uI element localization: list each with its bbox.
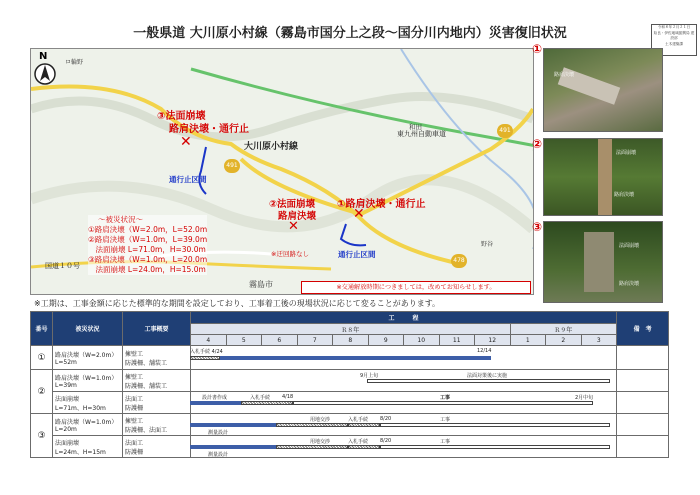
row-status [53, 436, 123, 458]
month-header: 5 [226, 335, 262, 346]
month-header: 2 [546, 335, 582, 346]
summary-line: 擁壁工 [125, 373, 144, 381]
summary-line: 防護柵、舗装工 [125, 382, 168, 390]
header-number: 番号 [31, 312, 53, 346]
bar-annotation: 2月中旬 [575, 395, 594, 401]
status-line: L=20m [55, 425, 77, 433]
status-line: 路肩決壊（W=1.0m） [55, 418, 118, 426]
route-shield: 491 [497, 124, 513, 138]
remarks-cell [617, 392, 669, 414]
damage-header: ～被災状況～ [98, 215, 143, 224]
bar-annotation: 入札手続 [348, 417, 369, 423]
photo-number: ② [532, 137, 543, 151]
bar-annotation: 4/18 [282, 394, 294, 400]
table-row [31, 346, 669, 370]
bar-annotation: 工事 [440, 417, 451, 423]
site2-subtitle: 路肩決壊 [278, 211, 317, 222]
date-line: 令和８年２月２１日 [657, 25, 691, 29]
month-header: 9 [368, 335, 404, 346]
damage-line: ③路肩決壊（W=1.0m，L=20.0m [88, 255, 208, 264]
page-title: 一般県道 大川原小村線（霧島市国分上之段～国分川内地内）災害復旧状況 [133, 26, 567, 41]
photo-label: 法面崩壊 [616, 150, 637, 156]
summary-line: 法面工 [125, 395, 144, 403]
status-line: 法面崩壊 [55, 395, 80, 403]
month-header: 12 [475, 335, 511, 346]
timeline-cell [191, 370, 617, 392]
header-period: 工 程 [191, 312, 617, 324]
damage-line: 法面崩壊 L=24.0m，H=15.0m [88, 265, 206, 274]
photo-number: ③ [532, 220, 543, 234]
section-line: 土木建築課 [665, 41, 683, 46]
photo-site3 [543, 221, 663, 303]
bar-annotation: 用地交渉 [310, 417, 331, 423]
slope-scar-shape [598, 139, 612, 215]
remarks-cell [617, 346, 669, 370]
header-summary: 工事概要 [123, 312, 191, 346]
bar-annotation: 法面対策後に実施 [467, 373, 508, 379]
opening-notice: ※交通解放時期につきましては，改めてお知らせします。 [301, 281, 531, 294]
detour-note: ※迂回路なし [271, 250, 309, 258]
timeline-cell [191, 436, 617, 458]
status-line: 法面崩壊 [55, 439, 80, 447]
status-line: 路肩決壊（W=1.0m） [55, 374, 118, 382]
road-name-label: 大川原小村線 [244, 142, 299, 152]
route-shield: 491 [224, 159, 240, 173]
bar-annotation: 測量設計 [208, 452, 229, 458]
route-shield: 478 [451, 254, 467, 268]
year-r9: Ｒ９年 [510, 324, 617, 335]
timeline-cell [191, 346, 617, 370]
schedule-note: ※工期は、工事金額に応じた標準的な期間を設定しており、工事着工後の現場状況に応じて変ることがあります。 [34, 299, 441, 308]
year-r8: Ｒ８年 [191, 324, 511, 335]
table-row [31, 414, 669, 436]
month-header: 3 [581, 335, 617, 346]
slope-scar-shape [584, 232, 614, 292]
office-line: 姶良・伊佐地域振興局 建設部 [653, 30, 695, 41]
status-line: L=52m [55, 358, 77, 366]
header-status: 被災状況 [53, 312, 123, 346]
bar-annotation: 測量設計 [208, 430, 229, 436]
month-header: 11 [439, 335, 475, 346]
status-line: L=24m、H=15m [55, 448, 106, 456]
row-status [53, 370, 123, 392]
damage-summary [88, 215, 207, 275]
place-label: 野谷 [481, 241, 494, 248]
row-summary [123, 436, 191, 458]
damage-line: ①路肩決壊（W=2.0m，L=52.0m [88, 225, 208, 234]
header-remarks: 備 考 [617, 312, 669, 346]
national-route-label: 国道１０号 [45, 262, 80, 270]
city-label: 霧島市 [249, 280, 273, 289]
row-summary [123, 346, 191, 370]
bar-annotation: 工事 [440, 395, 451, 401]
location-map [30, 48, 534, 295]
row-number: ③ [31, 414, 53, 458]
bar-annotation: 設計書作成 [202, 395, 228, 401]
bar-annotation: 9月上旬 [360, 373, 379, 379]
row-status [53, 392, 123, 414]
place-label: ロ輪野 [65, 59, 84, 66]
row-summary [123, 392, 191, 414]
site3-cross-icon: ✕ [180, 134, 192, 150]
bar-annotation: 入札手続 4/24 [190, 349, 223, 355]
site3-closure-label: 通行止区間 [169, 175, 207, 184]
damage-line: ②路肩決壊（W=1.0m，L=39.0m [88, 235, 208, 244]
site1-closure-label: 通行止区間 [338, 250, 376, 259]
bar-annotation: 用地交渉 [310, 439, 331, 445]
row-summary [123, 414, 191, 436]
month-header: 4 [191, 335, 227, 346]
timeline-cell [191, 392, 617, 414]
photo-site1 [543, 48, 663, 132]
table-row [31, 436, 669, 458]
photo-label: 路肩決壊 [614, 192, 635, 198]
site1-title: ①路肩決壊・通行止 [337, 199, 426, 210]
bar-annotation: 入札手続 [250, 395, 271, 401]
month-header: 6 [262, 335, 298, 346]
bar-annotation: 入札手続 [348, 439, 369, 445]
summary-line: 防護柵 [125, 448, 144, 456]
summary-line: 擁壁工 [125, 417, 144, 425]
summary-line: 擁壁工 [125, 350, 144, 358]
row-status [53, 346, 123, 370]
expressway-label: 東九州自動車道 [397, 130, 446, 138]
bar-annotation: 工事 [440, 439, 451, 445]
site3-title: ③法面崩壊 [157, 111, 206, 122]
summary-line: 法面工 [125, 439, 144, 447]
remarks-cell [617, 370, 669, 392]
row-number: ② [31, 370, 53, 414]
photo-label: 路肩決壊 [619, 281, 640, 287]
remarks-cell [617, 436, 669, 458]
photo-number: ① [532, 42, 543, 56]
summary-line: 防護柵、舗装工 [125, 359, 168, 367]
bar-annotation: 12/14 [477, 348, 492, 354]
status-line: 路肩決壊（W=2.0m） [55, 351, 118, 359]
month-header: 1 [510, 335, 546, 346]
remarks-cell [617, 414, 669, 436]
compass-icon [34, 63, 56, 85]
site2-title: ②法面崩壊 [269, 199, 316, 210]
status-line: L=39m [55, 381, 77, 389]
photo-site2 [543, 138, 663, 216]
photo-label: 路肩決壊 [554, 72, 575, 78]
damage-line: 法面崩壊 L=71.0m，H=30.0m [88, 245, 206, 254]
bar-annotation: 8/20 [380, 438, 392, 444]
timeline-cell [191, 414, 617, 436]
month-header: 7 [297, 335, 333, 346]
site2-cross-icon: ✕ [288, 219, 299, 234]
photo-label: 法面崩壊 [619, 243, 640, 249]
bar-annotation: 8/20 [380, 416, 392, 422]
month-header: 8 [333, 335, 369, 346]
status-line: L=71m、H=30m [55, 404, 106, 412]
place-label: 和田 [409, 123, 422, 131]
month-header: 10 [404, 335, 440, 346]
table-row [31, 370, 669, 392]
summary-line: 防護柵 [125, 404, 144, 412]
site1-cross-icon: ✕ [353, 206, 365, 222]
schedule-table [30, 311, 668, 468]
site3-subtitle: 路肩決壊・通行止 [169, 124, 249, 135]
north-label: N [39, 51, 48, 62]
row-status [53, 414, 123, 436]
row-summary [123, 370, 191, 392]
table-row [31, 392, 669, 414]
row-number: ① [31, 346, 53, 370]
summary-line: 防護柵、法面工 [125, 426, 168, 434]
